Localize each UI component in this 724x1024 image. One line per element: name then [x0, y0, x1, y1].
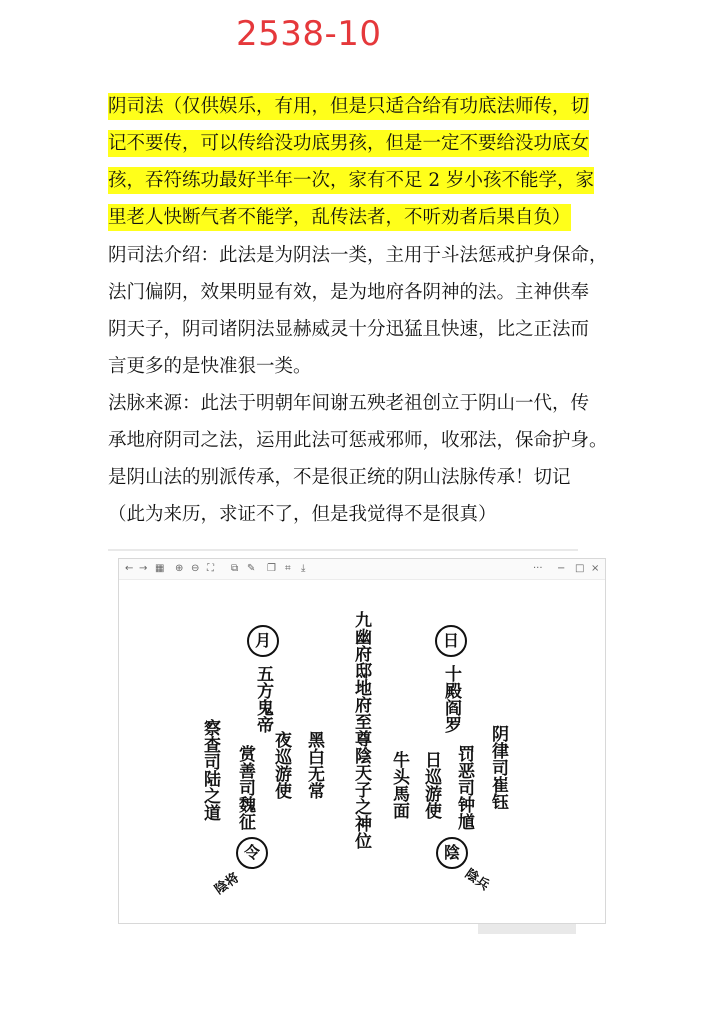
intro-line: 阴天子，阴司诸阴法显赫威灵十分迅猛且快速，比之正法而	[108, 319, 590, 340]
left-column-1: 五方鬼帝	[253, 665, 273, 733]
frame-edge	[108, 549, 578, 551]
scan-icon[interactable]: ⌗	[285, 563, 291, 574]
left-column-4: 赏善司魏征	[235, 745, 255, 830]
zoom-out-icon[interactable]: ⊖	[191, 563, 200, 574]
origin-line: 法脉来源：此法于明朝年间谢五殃老祖创立于阴山一代，传	[108, 393, 590, 414]
more-icon[interactable]: ···	[533, 563, 543, 574]
copy-icon[interactable]: ❐	[267, 563, 276, 574]
warning-line: 阴司法（仅供娱乐，有用，但是只适合给有功底法师传，切	[108, 88, 618, 125]
maximize-icon[interactable]: □	[575, 563, 585, 574]
left-column-5: 察查司陆之道	[200, 719, 220, 821]
origin-line: 承地府阴司之法，运用此法可惩戒邪师，收邪法，保命护身。	[108, 430, 608, 451]
left-column-3: 夜巡游使	[271, 731, 291, 799]
origin-line: 是阴山法的别派传承，不是很正统的阴山法脉传承！切记	[108, 467, 571, 488]
fit-icon[interactable]: ⛶	[207, 563, 214, 574]
edit-icon[interactable]: ✎	[247, 563, 256, 574]
minimize-icon[interactable]: −	[557, 563, 566, 574]
yin-soldier-label: 陰兵	[461, 866, 492, 894]
frame-edge	[478, 924, 576, 934]
warning-line: 孩，吞符练功最好半年一次，家有不足 2 岁小孩不能学，家	[108, 162, 618, 199]
center-deity-column: 九幽府邸地府至尊陰天子之神位	[351, 611, 371, 849]
right-column-3: 日巡游使	[421, 751, 441, 819]
warning-line: 里老人快断气者不能学，乱传法者，不听劝者后果自负）	[108, 199, 618, 236]
right-column-2: 牛头馬面	[389, 751, 409, 819]
sun-symbol: 日	[435, 625, 467, 657]
back-icon[interactable]: ←	[125, 563, 134, 574]
close-icon[interactable]: ×	[591, 563, 600, 574]
talisman-diagram	[119, 579, 605, 924]
zoom-in-icon[interactable]: ⊕	[175, 563, 184, 574]
right-column-1: 十殿阎罗	[441, 665, 461, 733]
origin-line: （此为来历，求证不了，但是我觉得不是很真）	[108, 504, 497, 525]
ling-seal: 令	[236, 837, 268, 869]
intro-line: 法门偏阴，效果明显有效，是为地府各阴神的法。主神供奉	[108, 282, 590, 303]
warning-line: 记不要传，可以传给没功底男孩，但是一定不要给没功底女	[108, 125, 618, 162]
yin-seal: 陰	[436, 837, 468, 869]
right-column-5: 阴律司崔钰	[488, 725, 508, 810]
yin-general-label: 陰将	[212, 870, 243, 898]
intro-paragraph	[108, 237, 618, 385]
grid-icon[interactable]: ▦	[155, 563, 165, 574]
save-icon[interactable]: ⤓	[301, 563, 306, 574]
right-column-4: 罚恶司钟馗	[454, 745, 474, 830]
intro-line: 言更多的是快准狠一类。	[108, 356, 312, 377]
left-column-2: 黑白无常	[304, 731, 324, 799]
viewer-toolbar	[119, 559, 605, 580]
crop-icon[interactable]: ⧉	[231, 563, 239, 574]
warning-paragraph	[108, 88, 618, 236]
forward-icon[interactable]: →	[139, 563, 148, 574]
image-viewer-window	[118, 558, 606, 924]
document-id: 2538-10	[236, 14, 382, 54]
origin-paragraph	[108, 385, 618, 533]
moon-symbol: 月	[247, 625, 279, 657]
intro-line: 阴司法介绍：此法是为阴法一类，主用于斗法惩戒护身保命，	[108, 245, 608, 266]
